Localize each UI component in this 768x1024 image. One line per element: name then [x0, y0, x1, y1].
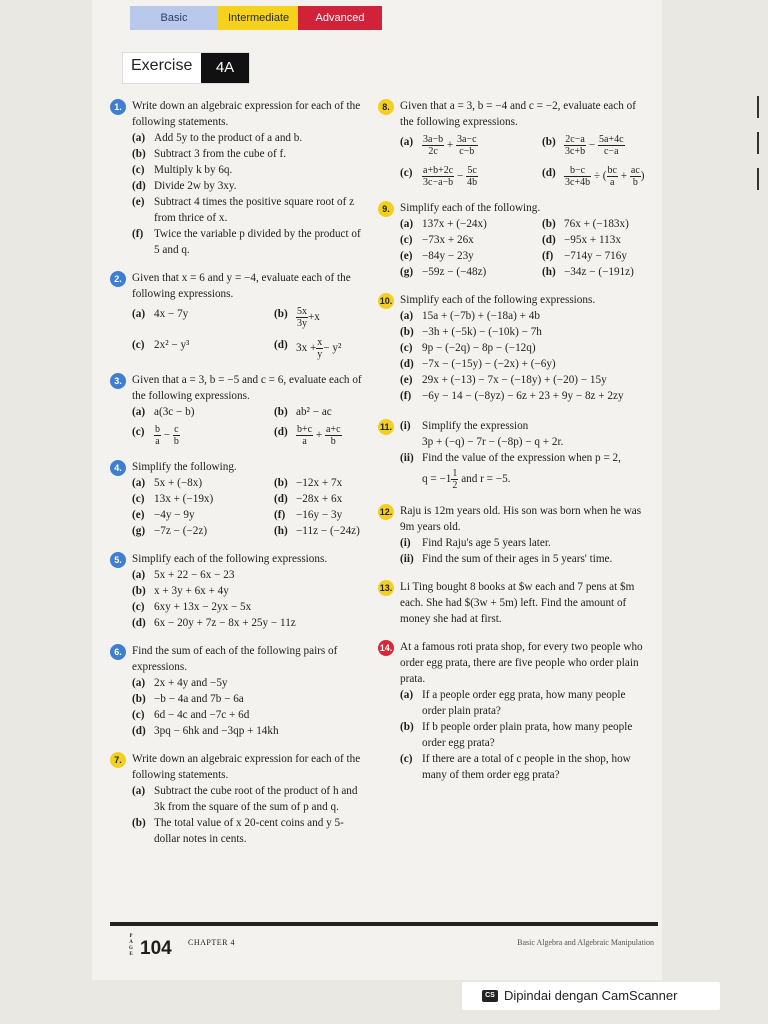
page-edge-mark: [757, 96, 759, 118]
difficulty-tabs: [130, 6, 382, 30]
question-text: At a famous roti prata shop, for every two people who order egg prata, there are five people who order plain prata.: [400, 641, 643, 685]
page-word: P A G E: [129, 934, 133, 957]
question-text: Find the sum of each of the following pairs of expressions.: [132, 645, 338, 673]
footer-rule: [110, 922, 658, 926]
question-number-badge: 4.: [110, 460, 126, 476]
left-column: [110, 98, 368, 847]
question-number-badge: 12.: [378, 504, 394, 520]
fraction: $\frac{x}{y}$: [317, 337, 323, 360]
question-text: Simplify each of the following expressions.: [132, 553, 328, 565]
page-number: 104: [140, 938, 172, 959]
question-3: 3. Given that a = 3, b = −5 and c = 6, evaluate each of the following expressions. (a) a(3c − b) (b) ab² − ac (c) $\frac{b}{a}$ − $\frac{c}{b}$ (d) $\frac{b+c}{a}$ + $\frac{a+c}{b}$: [110, 372, 368, 447]
chapter-title: Basic Algebra and Algebraic Manipulation: [517, 938, 654, 947]
question-number-badge: 7.: [110, 752, 126, 768]
expression-2a: 4x − 7y: [154, 308, 189, 320]
exercise-number: 4A: [201, 53, 249, 83]
question-text: Given that a = 3, b = −4 and c = −2, evaluate each of the following expressions.: [400, 100, 636, 128]
page-edge-mark: [757, 132, 759, 154]
question-number-badge: 5.: [110, 552, 126, 568]
question-number-badge: 10.: [378, 293, 394, 309]
question-13: [378, 579, 650, 627]
page-edge-mark: [757, 168, 759, 190]
question-6: 6. Find the sum of each of the following pairs of expressions. (a) 2x + 4y and −5y (b) −b − 4a and 7b − 6a (c) 6d − 4c and −7c + 6d (d) 3pq − 6hk and −3qp + 14kh: [110, 643, 368, 739]
question-number-badge: 3.: [110, 373, 126, 389]
question-text: Simplify the following.: [132, 461, 237, 473]
question-10: 10. Simplify each of the following expressions. (a) 15a + (−7b) + (−18a) + 4b (b) −3h + (−5k) − (−10k) − 7h (c) 9p − (−2q) − 8p − (−12q) (d) −7x − (−15y) − (−2x) + (−6y) (e) 29x + (−13) − 7x − (−18y) + (−20) − 15y (f) −6y − 14 − (−8yz) − 6z + 23 + 9y − 8z + 2zy: [378, 292, 650, 404]
question-number-badge: 8.: [378, 99, 394, 115]
question-9: 9. Simplify each of the following. (a) 137x + (−24x) (b) 76x + (−183x) (c) −73x + 26x (d) −95x + 113x (e) −84y − 23y (f) −714y − 716y (g) −59z − (−48z) (h) −34z − (−191z): [378, 200, 650, 280]
camscanner-watermark: [462, 982, 720, 1010]
sub-part: (f) Twice the variable p divided by the product of 5 and q.: [132, 228, 361, 256]
tab-intermediate: Intermediate: [218, 6, 298, 30]
question-11: 11. (i) Simplify the expression 3p + (−q) − 7r − (−8p) − q + 2r. (ii) Find the value of the expression when p = 2, q = −1 $\frac{1}{2}$ and r = −5.: [379, 420, 621, 491]
sub-part: (c) Multiply k by 6q.: [132, 164, 233, 176]
sub-part: (b) Subtract 3 from the cube of f.: [132, 148, 287, 160]
right-column: [378, 98, 650, 783]
chapter-label: CHAPTER 4: [188, 938, 235, 947]
question-number-badge: 2.: [110, 271, 126, 287]
question-14: 14. At a famous roti prata shop, for every two people who order egg prata, there are five people who order plain prata. (a) If a people order egg prata, how many people order plain prata? (b) If b people order plain prata, how many people order egg prata? (c) If there are a total of c people in the shop, how many of them order egg prata?: [378, 639, 650, 783]
question-8: 8. Given that a = 3, b = −4 and c = −2, evaluate each of the following expressions. (a) $\frac{3a-b}{2c}$ + $\frac{3a-c}{c-b}$ (b) $\frac{2c-a}{3c+b}$ − $\frac{5a+4c}{c-a}$ (c) $\frac{a+b+2c}{3c-a-b}$ − $\frac{5c}{4b}$ (d) $\frac{b-c}{3c+4b}$ ÷ ( $\frac{bc}{a}$ + $\frac{ac}{b}$ ): [378, 98, 650, 188]
question-text: Write down an algebraic expression for each of the following statements.: [132, 100, 361, 128]
camscanner-icon: CS: [482, 990, 498, 1002]
question-4: 4. Simplify the following. (a) 5x + (−8x) (b) −12x + 7x (c) 13x + (−19x) (d) −28x + 6x (e) −4y − 9y (f) −16y − 3y (g) −7z − (−2z) (h) −11z − (−24z): [110, 459, 368, 539]
question-12: 12. Raju is 12m years old. His son was born when he was 9m years old. (i) Find Raju's age 5 years later. (ii) Find the sum of their ages in 5 years' time.: [378, 503, 650, 567]
question-text: Simplify each of the following expressions.: [400, 294, 596, 306]
fraction: $\frac{5x}{3y}$: [297, 306, 307, 329]
question-5: 5. Simplify each of the following expressions. (a) 5x + 22 − 6x − 23 (b) x + 3y + 6x + 4y (c) 6xy + 13x − 2yx − 5x (d) 6x − 20y + 7z − 8x + 25y − 11z: [110, 551, 368, 631]
question-text: Write down an algebraic expression for each of the following statements.: [132, 753, 361, 781]
sub-part: (d) Divide 2w by 3xy.: [132, 180, 237, 192]
question-text: Raju is 12m years old. His son was born when he was 9m years old.: [400, 505, 642, 533]
question-text: Li Ting bought 8 books at $w each and 7 pens at $m each. She had $(3w + 5m) left. Find the amount of money she had at first.: [400, 581, 635, 625]
question-number-badge: 14.: [378, 640, 394, 656]
question-7: 7. Write down an algebraic expression for each of the following statements. (a) Subtract the cube root of the product of h and 3k from the square of the sum of p and q. (b) The total value of x 20-cent coins and y 5-dollar notes in cents.: [110, 751, 368, 847]
question-text: Given that x = 6 and y = −4, evaluate each of the following expressions.: [132, 272, 351, 300]
question-text: Simplify each of the following.: [400, 202, 541, 214]
question-1: [110, 98, 368, 258]
tab-advanced: Advanced: [298, 6, 382, 30]
question-number-badge: 1.: [110, 99, 126, 115]
exercise-label: Exercise: [131, 57, 193, 74]
expression-2c: 2x² − y³: [154, 339, 190, 351]
question-2: 2. Given that x = 6 and y = −4, evaluate each of the following expressions. (a) 4x − 7y (b) $\frac{5x}{3y}$ +x (c) 2x² − y³ (d) 3x + $\frac{x}{y}$ − y²: [110, 270, 368, 360]
question-number-badge: 6.: [110, 644, 126, 660]
sub-part: (a) Add 5y to the product of a and b.: [132, 132, 303, 144]
sub-part: (e) Subtract 4 times the positive square root of z from thrice of x.: [132, 196, 355, 224]
tab-basic: Basic: [130, 6, 218, 30]
exercise-heading: [122, 52, 250, 84]
question-number-badge: 9.: [378, 201, 394, 217]
question-number-badge: 13.: [378, 580, 394, 596]
camscanner-text: Dipindai dengan CamScanner: [504, 988, 678, 1003]
question-text: Given that a = 3, b = −5 and c = 6, evaluate each of the following expressions.: [132, 374, 362, 402]
question-number-badge: 11.: [378, 419, 394, 435]
